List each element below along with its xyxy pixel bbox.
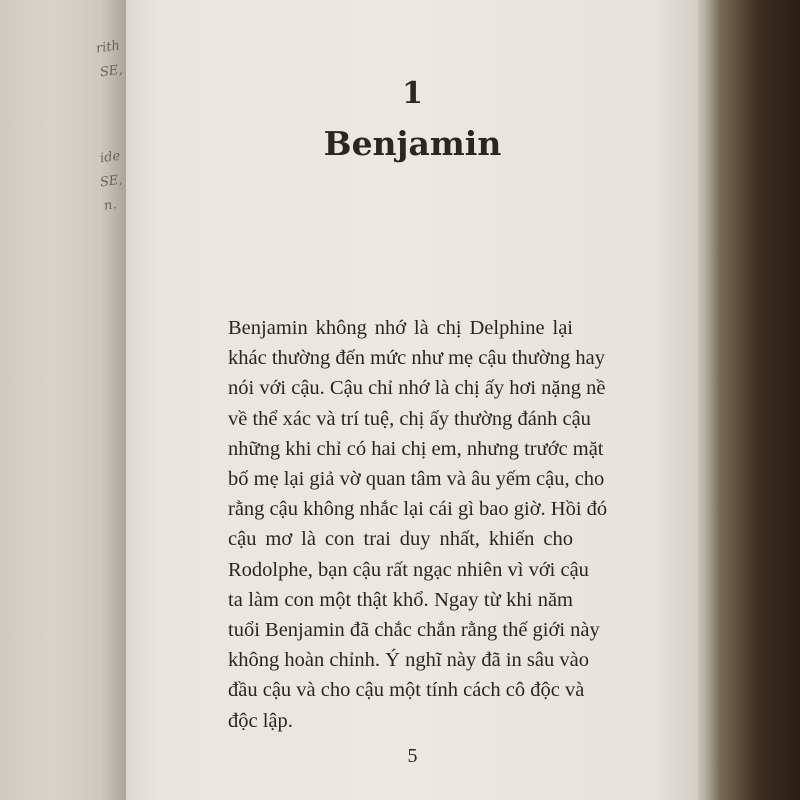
book-page [127, 0, 698, 800]
body-line: không hoàn chỉnh. Ý nghĩ này đã in sâu vào [228, 649, 589, 672]
chapter-title: Benjamin [323, 124, 502, 163]
left-page-edge [0, 0, 126, 800]
body-line: độc lập. [228, 709, 293, 732]
body-line: đầu cậu và cho cậu một tính cách cô độc và [228, 679, 585, 702]
page-number: 5 [407, 745, 418, 767]
left-page-fragment: SE, [99, 62, 124, 81]
body-line: về thể xác và trí tuệ, chị ấy thường đánh cậu [228, 407, 591, 430]
body-line: khác thường đến mức như mẹ cậu thường hay [228, 347, 605, 370]
left-page-fragment: ide [99, 148, 122, 167]
body-line: Rodolphe, bạn cậu rất ngạc nhiên vì với cậu [228, 558, 589, 581]
body-line: cậu mơ là con trai duy nhất, khiến cho [228, 528, 573, 551]
body-line: những khi chỉ có hai chị em, nhưng trước mặt [228, 437, 604, 460]
body-line: bố mẹ lại giả vờ quan tâm và âu yếm cậu, cho [228, 468, 605, 491]
body-line: tuổi Benjamin đã chắc chắn rằng thế giới này [228, 619, 600, 642]
chapter-number: 1 [402, 76, 423, 111]
body-line: nói với cậu. Cậu chỉ nhớ là chị ấy hơi nặng nề [228, 377, 606, 400]
left-page-fragment: rith [95, 38, 121, 57]
body-line: ta làm con một thật khổ. Ngay từ khi năm [228, 588, 573, 611]
body-line: Benjamin không nhớ là chị Delphine lại [228, 317, 573, 339]
body-line: rằng cậu không nhắc lại cái gì bao giờ. Hồi đó [228, 498, 608, 521]
chapter-body [228, 313, 608, 736]
left-page-fragment: n. [103, 197, 118, 214]
left-page-fragment: SE, [99, 172, 124, 191]
